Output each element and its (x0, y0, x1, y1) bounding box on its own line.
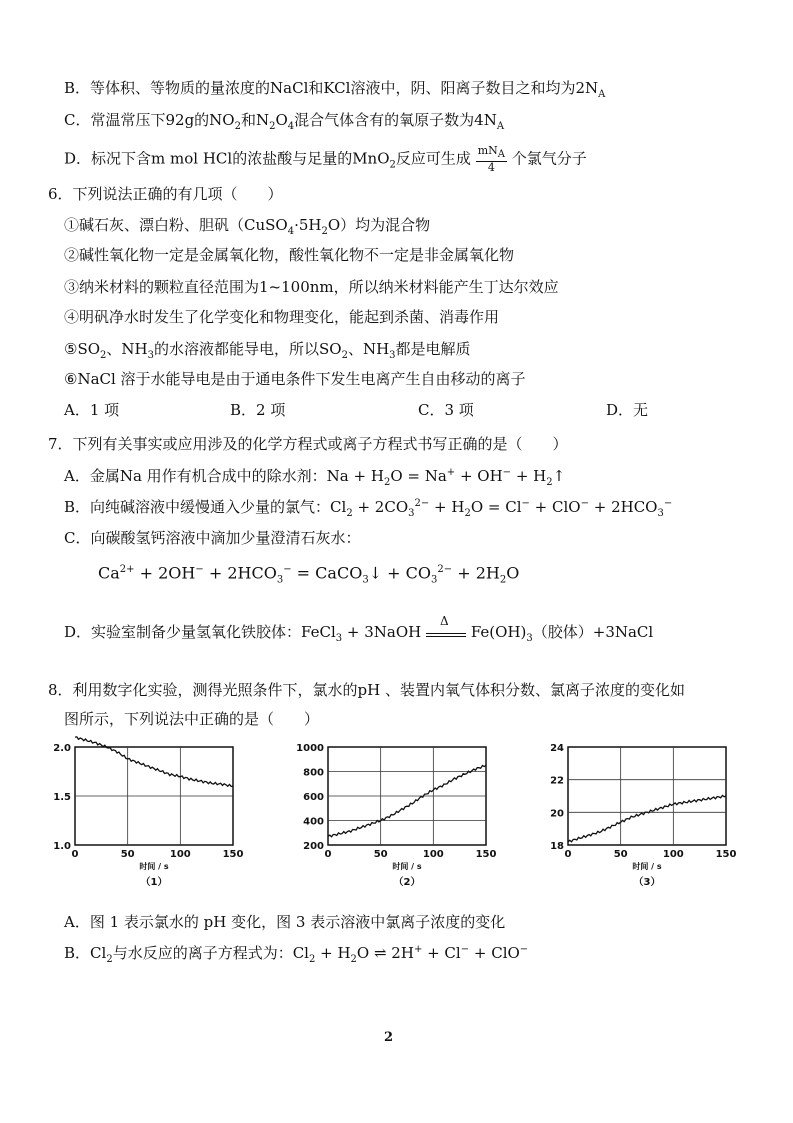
q6-stem: 6．下列说法正确的有几项（ ） (48, 185, 283, 203)
chart-3-xtick: 50 (613, 849, 628, 860)
chart-1-ytick: 2.0 (53, 743, 71, 754)
chart-2-series-line (328, 765, 486, 836)
chart-3-ytick: 20 (550, 808, 564, 820)
q6-option-d: D．无 (606, 401, 649, 419)
q8-charts (0, 735, 793, 905)
chart-2-xtick: 50 (373, 849, 388, 860)
chart-3-xtick: 150 (715, 849, 737, 860)
chart-3-ytick: 24 (550, 743, 564, 754)
q5-b-text: B．等体积、等物质的量浓度的NaCl和KCl溶液中，阴、阳离子数目之和均为2N (64, 79, 599, 97)
chart-3-ytick: 18 (550, 841, 564, 852)
chart-2-xtick: 150 (475, 849, 497, 860)
q7-option-c: C．向碳酸氢钙溶液中滴加少量澄清石灰水： (64, 529, 361, 547)
chart-1-ytick: 1.0 (53, 841, 71, 852)
chart-3-xtick: 0 (564, 849, 572, 860)
q6-option-c: C．3 项 (418, 401, 474, 419)
heating-condition: Δ (426, 625, 466, 637)
chart-3-frame (568, 747, 726, 845)
chart-3-ytick: 22 (550, 775, 564, 787)
q6-option-a: A．1 项 (64, 401, 120, 419)
q7-option-d: D．实验室制备少量氢氧化铁胶体：FeCl$_3$ + 3NaOH Δ $Fe(OH)_3$（胶体）+3NaCl (64, 614, 654, 644)
q5-option-d: D．标况下含m mol HCl的浓盐酸与足量的MnO$_2$反应可生成 $\frac{mN_A}{4}$ 个氯气分子 (64, 144, 587, 175)
q6-statement-4: ④明矾净水时发生了化学变化和物理变化，能起到杀菌、消毒作用 (64, 308, 500, 326)
chart-2-ytick: 800 (303, 767, 324, 779)
q5-option-c: C．常温常压下92g的$NO_2$和$N_2O_4$混合气体含有的氧原子数为$4N_A$ (64, 111, 505, 132)
chart-2-xlabel: 时间 / s (392, 862, 422, 871)
chart-1-xtick: 100 (169, 849, 191, 860)
chart-2-ytick: 400 (303, 816, 324, 828)
q6-option-b: B．2 项 (230, 401, 286, 419)
q7-option-b: B．向纯碱溶液中缓慢通入少量的氯气：$Cl_2 + 2CO_3^{2-} + H_2O = Cl^- + ClO^- + 2HCO_3^-$ (64, 498, 673, 519)
q5-option-b: B．等体积、等物质的量浓度的NaCl和KCl溶液中，阴、阳离子数目之和均为$2N_A$ (64, 79, 606, 100)
chart-1-xtick: 50 (120, 849, 135, 860)
chart-2-ytick: 1000 (296, 743, 324, 754)
chart-1-xlabel: 时间 / s (139, 862, 169, 871)
q8-stem-line1: 8．利用数字化实验，测得光照条件下，氯水的pH 、装置内氧气体积分数、氯离子浓度的变化如 (48, 681, 685, 699)
chart-3-xlabel: 时间 / s (632, 862, 662, 871)
chart-2-xtick: 100 (422, 849, 444, 860)
q6-statement-6: ⑥NaCl 溶于水能导电是由于通电条件下发生电离产生自由移动的离子 (64, 370, 526, 388)
chart-2-caption: （2） (393, 877, 421, 888)
fraction-mna-over-4: $\frac{mN_A}{4}$ (477, 144, 505, 175)
q8-option-a: A．图 1 表示氯水的 pH 变化，图 3 表示溶液中氯离子浓度的变化 (64, 913, 506, 931)
chart-3-caption: （3） (633, 877, 661, 888)
chart-2-xtick: 0 (324, 849, 332, 860)
q7-stem: 7．下列有关事实或应用涉及的化学方程式或离子方程式书写正确的是（ ） (48, 435, 568, 453)
page-number: 2 (384, 1030, 394, 1045)
q7-option-c-equation: $Ca^{2+} + 2OH^- + 2HCO_3^-$ = CaCO$_3$↓ + $CO_3^{2-} + 2H_2O$ (98, 563, 520, 586)
chart-1-caption: （1） (140, 877, 168, 888)
q7-option-a: A．金属Na 用作有机合成中的除水剂：$Na + H_2O = Na^+ + OH^-$ + $H_2↑$ (64, 467, 566, 488)
q6-statement-1: ①碱石灰、漂白粉、胆矾$(CuSO_4\cdot 5H_2O)$均为混合物 (64, 216, 431, 237)
q8-stem-line2: 图所示，下列说法中正确的是（ ） (64, 710, 320, 728)
chart-2-ytick: 600 (303, 792, 324, 803)
chart-2-ytick: 200 (303, 841, 324, 852)
q6-statement-5: $⑤SO_2$、$NH_3$的水溶液都能导电，所以$SO_2$、$NH_3$都是电解质 (64, 340, 471, 361)
chart-3-series-line (568, 795, 726, 841)
chart-1-series-line (75, 737, 233, 787)
chart-1-xtick: 150 (222, 849, 244, 860)
q8-option-b: B．$Cl_2$与水反应的离子方程式为：$Cl_2 + H_2O$ ⇌ 2H+ + Cl− + ClO− (64, 944, 529, 965)
chart-1-xtick: 0 (71, 849, 79, 860)
q6-statement-3: ③纳米材料的颗粒直径范围为1~100nm，所以纳米材料能产生丁达尔效应 (64, 278, 559, 296)
chart-1-ytick: 1.5 (53, 792, 71, 803)
q6-statement-2: ②碱性氧化物一定是金属氧化物，酸性氧化物不一定是非金属氧化物 (64, 246, 515, 264)
chart-3-xtick: 100 (662, 849, 684, 860)
